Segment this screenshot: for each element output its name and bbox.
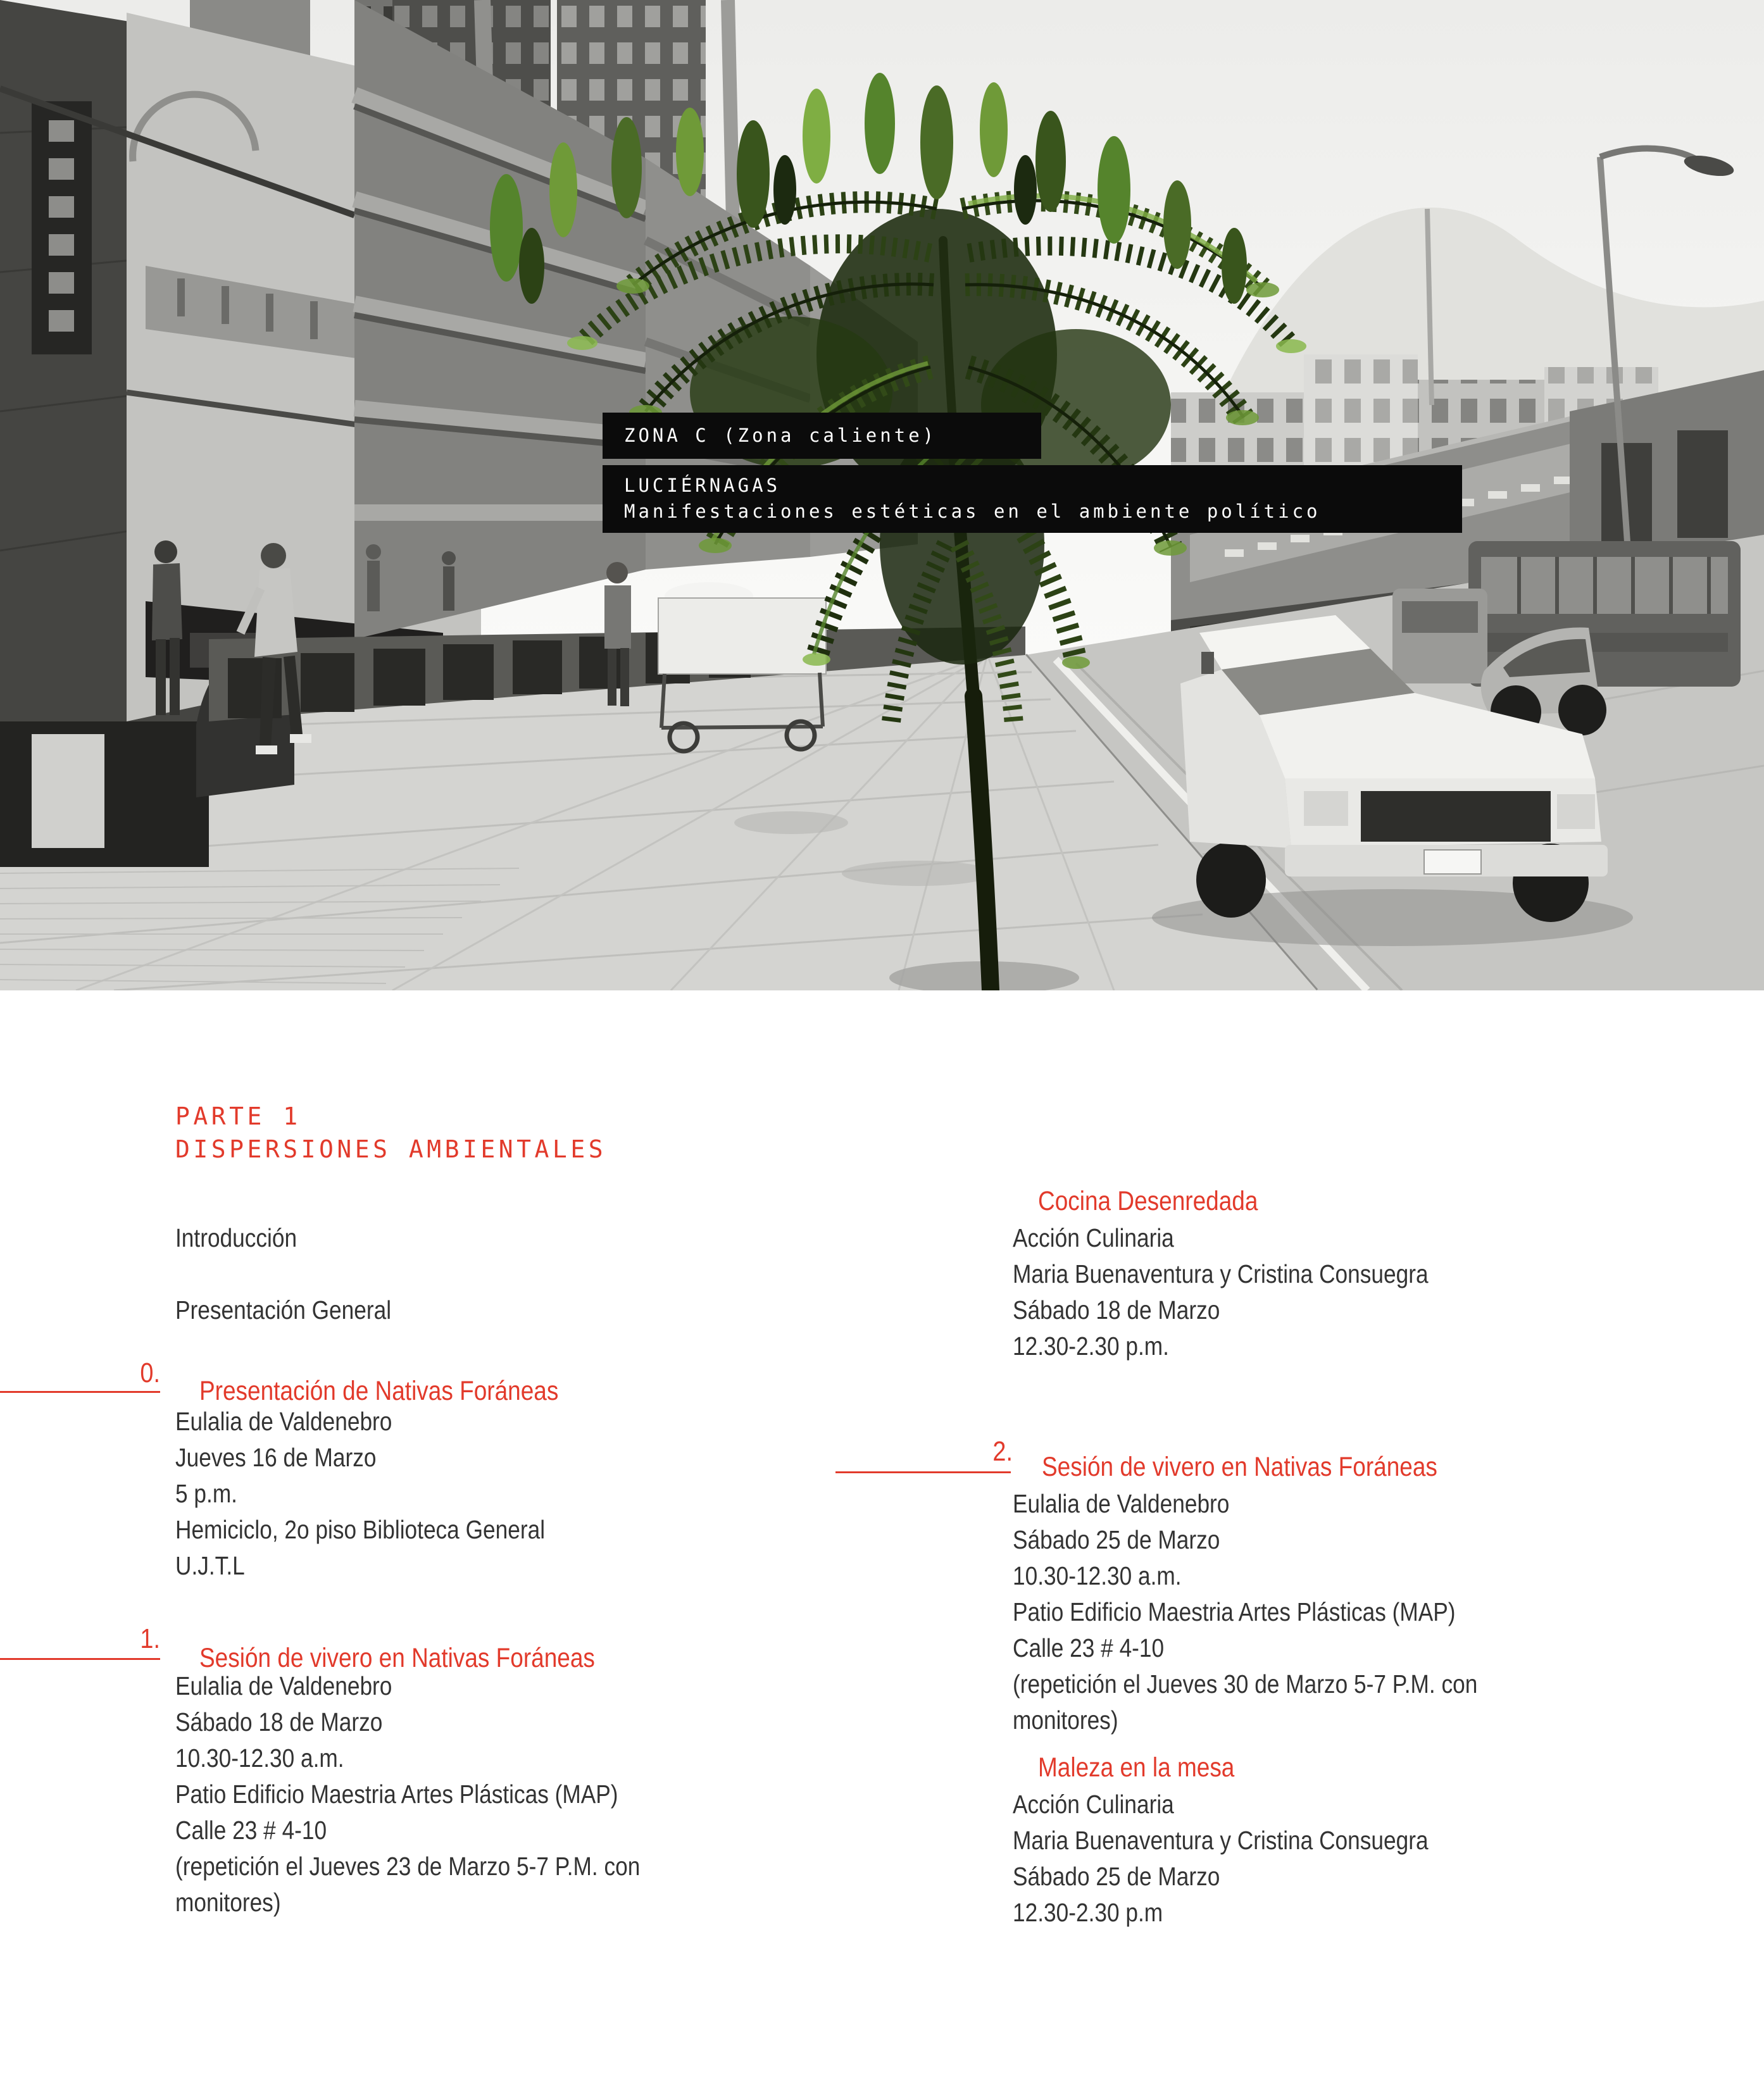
pedestrian bbox=[442, 551, 456, 611]
detail-line: 10.30-12.30 a.m. bbox=[175, 1743, 344, 1773]
detail-line: Hemiciclo, 2o piso Biblioteca General bbox=[175, 1515, 546, 1544]
detail-line: Sábado 25 de Marzo bbox=[1013, 1862, 1220, 1891]
detail-line: Patio Edificio Maestria Artes Plásticas (MAP) bbox=[175, 1780, 618, 1809]
title-box bbox=[603, 465, 1462, 533]
street-photo bbox=[0, 0, 1764, 990]
detail-line: U.J.T.L bbox=[175, 1551, 245, 1580]
detail-line: (repetición el Jueves 23 de Marzo 5-7 P.M. con bbox=[175, 1852, 641, 1881]
detail-line: Calle 23 # 4-10 bbox=[175, 1816, 327, 1845]
detail-line: Sábado 25 de Marzo bbox=[1013, 1525, 1220, 1554]
detail-line: Sábado 18 de Marzo bbox=[175, 1707, 383, 1737]
intro-label: Introducción bbox=[175, 1223, 297, 1252]
pedestrian bbox=[366, 544, 381, 611]
zone-label-box bbox=[603, 413, 1041, 459]
event-title: LUCIÉRNAGAS bbox=[624, 475, 781, 496]
detail-line: Acción Culinaria bbox=[1013, 1790, 1174, 1819]
section-number: 1. bbox=[140, 1623, 160, 1654]
zone-label: ZONA C (Zona caliente) bbox=[624, 425, 937, 446]
dappled-shadow bbox=[734, 811, 848, 834]
detail-line: Calle 23 # 4-10 bbox=[1013, 1633, 1165, 1662]
event-details bbox=[1013, 1220, 1429, 1364]
detail-line: monitores) bbox=[175, 1888, 281, 1917]
part-header-line1: PARTE 1 bbox=[175, 1102, 301, 1130]
part-header bbox=[175, 1100, 606, 1166]
mini-van bbox=[1392, 589, 1487, 683]
general-label: Presentación General bbox=[175, 1295, 392, 1325]
detail-line: Eulalia de Valdenebro bbox=[175, 1407, 392, 1436]
section-rule bbox=[0, 1658, 160, 1660]
section-details bbox=[1013, 1486, 1477, 1738]
detail-line: Acción Culinaria bbox=[1013, 1223, 1174, 1252]
vendor-cart bbox=[658, 582, 826, 751]
section-number: 0. bbox=[140, 1357, 160, 1388]
detail-line: Maria Buenaventura y Cristina Consuegra bbox=[1013, 1259, 1429, 1288]
dappled-shadow bbox=[842, 861, 994, 886]
detail-line: Patio Edificio Maestria Artes Plásticas (MAP) bbox=[1013, 1597, 1456, 1626]
detail-line: (repetición el Jueves 30 de Marzo 5-7 P.M. con bbox=[1013, 1669, 1478, 1699]
section-title: Sesión de vivero en Nativas Foráneas bbox=[199, 1643, 595, 1673]
event-subtitle: Manifestaciones estéticas en el ambiente político bbox=[624, 501, 1321, 522]
detail-line: 12.30-2.30 p.m. bbox=[1013, 1331, 1169, 1361]
part-header-line2: DISPERSIONES AMBIENTALES bbox=[175, 1135, 607, 1163]
detail-line: 10.30-12.30 a.m. bbox=[1013, 1561, 1182, 1590]
detail-line: monitores) bbox=[1013, 1705, 1118, 1735]
section-title: Sesión de vivero en Nativas Foráneas bbox=[1042, 1452, 1437, 1482]
section-details bbox=[175, 1404, 545, 1584]
detail-line: 12.30-2.30 p.m bbox=[1013, 1898, 1163, 1927]
section-rule bbox=[835, 1471, 1011, 1473]
detail-line: Sábado 18 de Marzo bbox=[1013, 1295, 1220, 1325]
detail-line: Eulalia de Valdenebro bbox=[175, 1671, 392, 1700]
event-title: Cocina Desenredada bbox=[1038, 1186, 1258, 1216]
detail-line: Jueves 16 de Marzo bbox=[175, 1443, 377, 1472]
detail-line: Maria Buenaventura y Cristina Consuegra bbox=[1013, 1826, 1429, 1855]
event-details bbox=[1013, 1787, 1429, 1931]
storefront-door bbox=[32, 734, 104, 848]
section-details bbox=[175, 1668, 640, 1921]
section-rule bbox=[0, 1391, 160, 1393]
event-title: Maleza en la mesa bbox=[1038, 1752, 1235, 1783]
section-title: Presentación de Nativas Foráneas bbox=[199, 1376, 559, 1406]
detail-line: Eulalia de Valdenebro bbox=[1013, 1489, 1230, 1518]
detail-line: 5 p.m. bbox=[175, 1479, 237, 1508]
section-number: 2. bbox=[992, 1436, 1013, 1467]
